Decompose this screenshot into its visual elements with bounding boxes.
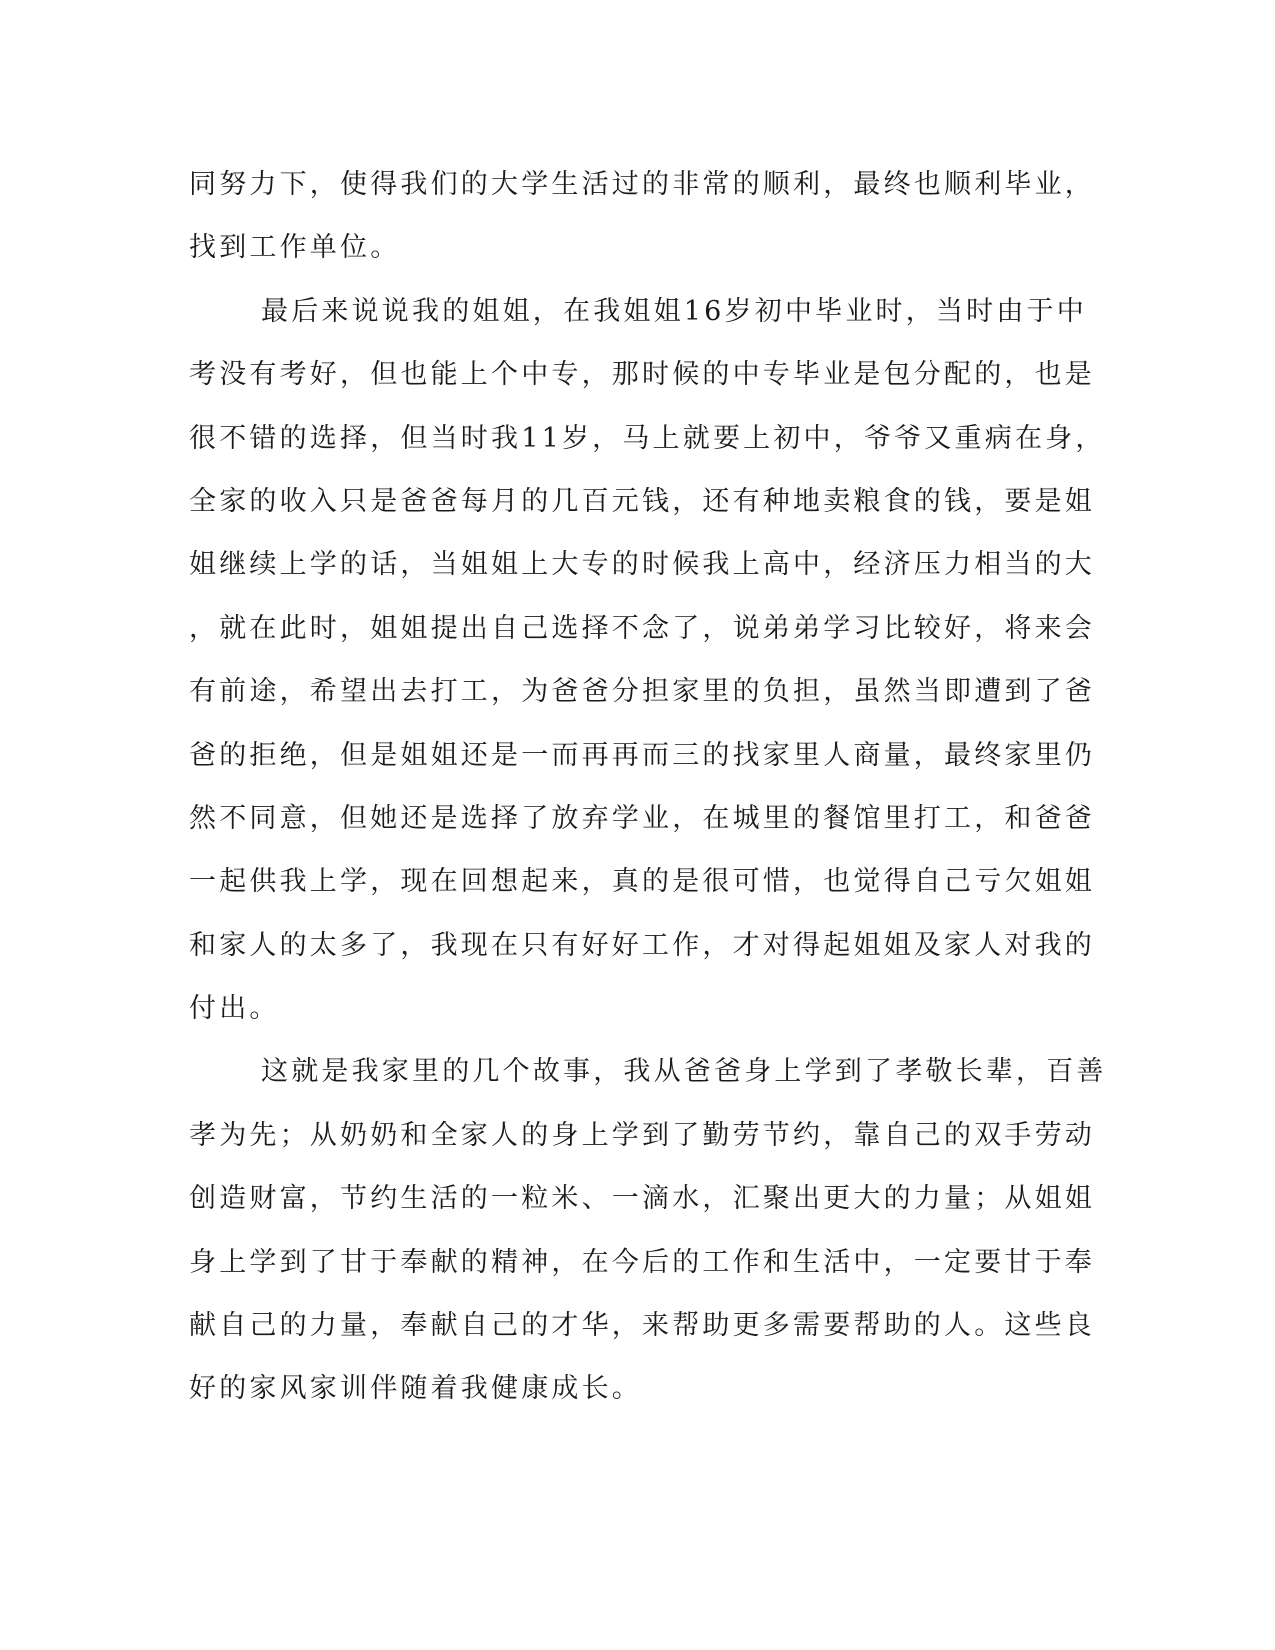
text-line: 爸的拒绝，但是姐姐还是一而再再而三的找家里人商量，最终家里仍	[189, 739, 1095, 771]
text-line: 和家人的太多了，我现在只有好好工作，才对得起姐姐及家人对我的	[189, 929, 1095, 961]
text-line: 一起供我上学，现在回想起来，真的是很可惜，也觉得自己亏欠姐姐	[189, 866, 1095, 898]
text-line: 考没有考好，但也能上个中专，那时候的中专毕业是包分配的，也是	[189, 359, 1095, 391]
text-line: 全家的收入只是爸爸每月的几百元钱，还有种地卖粮食的钱，要是姐	[189, 485, 1095, 517]
paragraph-first-line: 最后来说说我的姐姐，在我姐姐16岁初中毕业时，当时由于中	[261, 295, 1087, 327]
text-line: 献自己的力量，奉献自己的才华，来帮助更多需要帮助的人。这些良	[189, 1310, 1095, 1342]
text-line: 创造财富，节约生活的一粒米、一滴水，汇聚出更大的力量；从姐姐	[189, 1183, 1095, 1215]
paragraph-first-line: 这就是我家里的几个故事，我从爸爸身上学到了孝敬长辈，百善	[261, 1056, 1107, 1088]
text-line: 很不错的选择，但当时我11岁，马上就要上初中，爷爷又重病在身，	[189, 422, 1106, 454]
text-line: 好的家风家训伴随着我健康成长。	[189, 1373, 642, 1405]
text-line: 姐继续上学的话，当姐姐上大专的时候我上高中，经济压力相当的大	[189, 549, 1095, 581]
text-line: 然不同意，但她还是选择了放弃学业，在城里的餐馆里打工，和爸爸	[189, 802, 1095, 834]
text-line: ，就在此时，姐姐提出自己选择不念了，说弟弟学习比较好，将来会	[189, 612, 1095, 644]
text-line: 付出。	[189, 993, 280, 1025]
text-line: 身上学到了甘于奉献的精神，在今后的工作和生活中，一定要甘于奉	[189, 1246, 1095, 1278]
text-line: 有前途，希望出去打工，为爸爸分担家里的负担，虽然当即遭到了爸	[189, 676, 1095, 708]
text-line: 孝为先；从奶奶和全家人的身上学到了勤劳节约，靠自己的双手劳动	[189, 1119, 1095, 1151]
body-text	[189, 153, 1107, 1421]
text-line: 找到工作单位。	[189, 232, 401, 264]
text-line: 同努力下，使得我们的大学生活过的非常的顺利，最终也顺利毕业，	[189, 169, 1095, 200]
